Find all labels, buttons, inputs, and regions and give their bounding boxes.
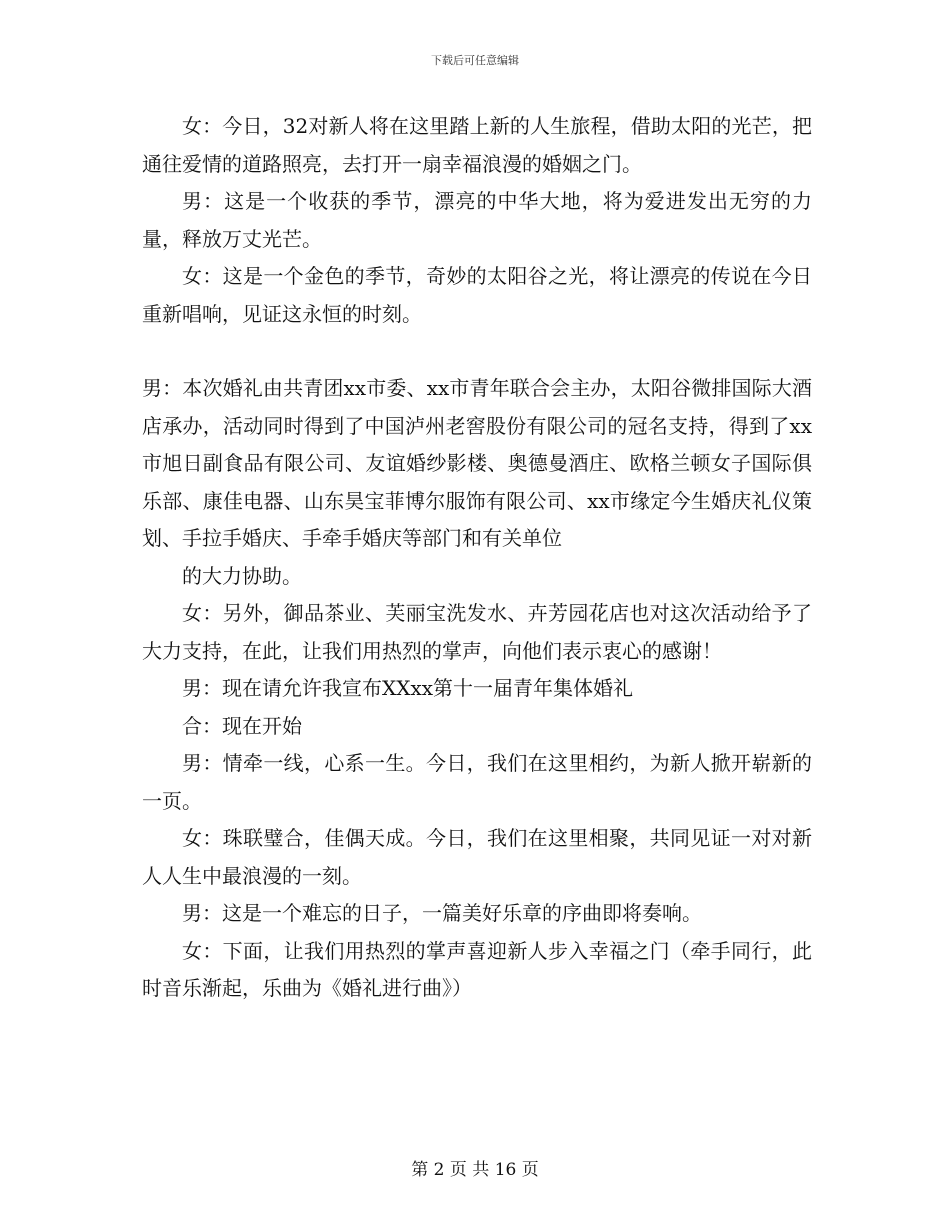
page-number-footer: 第 2 页 共 16 页 <box>411 1160 539 1180</box>
paragraph-5: 的大力协助。 <box>182 563 302 588</box>
paragraph-9: 男：情牵一线，心系一生。今日，我们在这里相约，为新人掀开崭新的一页。 <box>142 751 812 813</box>
paragraph-3: 女：这是一个金色的季节，奇妙的太阳谷之光，将让漂亮的传说在今日重新唱响，见证这永恒的时刻。 <box>142 264 812 326</box>
paragraph-4: 男：本次婚礼由共青团xx市委、xx市青年联合会主办，太阳谷微排国际大酒店承办，活动同时得到了中国泸州老窖股份有限公司的冠名支持，得到了xx市旭日副食品有限公司、友谊婚纱影楼、奥德曼酒庄、欧格兰顿女子国际俱乐部、康佳电器、山东昊宝菲博尔服饰有限公司、xx市缘定今生婚庆礼仪策划、手拉手婚庆、手牵手婚庆等部门和有关单位 <box>142 376 812 550</box>
page-header-note: 下载后可任意编辑 <box>431 54 519 67</box>
paragraph-8: 合：现在开始 <box>182 713 302 738</box>
document-body <box>142 108 812 1008</box>
paragraph-6: 女：另外，御品茶业、芙丽宝洗发水、卉芳园花店也对这次活动给予了大力支持，在此，让我们用热烈的掌声，向他们表示衷心的感谢！ <box>142 601 812 663</box>
paragraph-7: 男：现在请允许我宣布XXxx第十一届青年集体婚礼 <box>182 676 634 700</box>
paragraph-2: 男：这是一个收获的季节，漂亮的中华大地，将为爱进发出无穷的力量，释放万丈光芒。 <box>142 189 812 251</box>
paragraph-11: 男：这是一个难忘的日子，一篇美好乐章的序曲即将奏响。 <box>182 901 702 925</box>
paragraph-12: 女：下面，让我们用热烈的掌声喜迎新人步入幸福之门（牵手同行，此时音乐渐起，乐曲为《婚礼进行曲》） <box>142 938 812 1000</box>
paragraph-10: 女：珠联璧合，佳偶天成。今日，我们在这里相聚，共同见证一对对新人人生中最浪漫的一刻。 <box>142 826 812 888</box>
paragraph-1: 女：今日，32对新人将在这里踏上新的人生旅程，借助太阳的光芒，把通往爱情的道路照亮，去打开一扇幸福浪漫的婚姻之门。 <box>142 114 812 176</box>
